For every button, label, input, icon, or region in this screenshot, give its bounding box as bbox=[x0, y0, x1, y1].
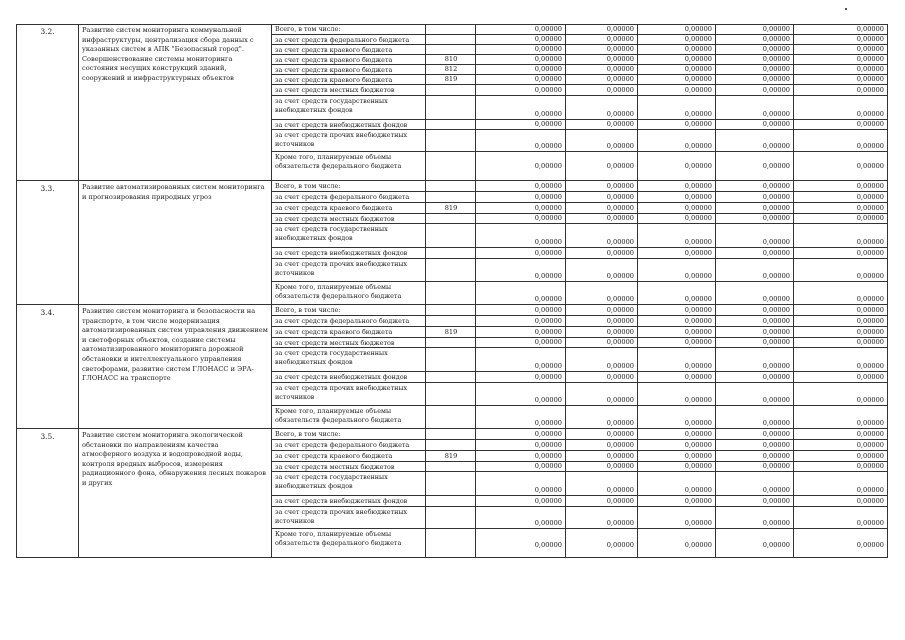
value-cell: 0,00000 bbox=[684, 238, 712, 246]
value-cell: 0,00000 bbox=[856, 462, 884, 470]
value-cell: 0,00000 bbox=[856, 441, 884, 449]
grid-line bbox=[425, 181, 426, 305]
row-label: Всего, в том числе: bbox=[275, 430, 341, 438]
value-cell: 0,00000 bbox=[606, 249, 634, 257]
value-cell: 0,00000 bbox=[856, 396, 884, 404]
value-cell: 0,00000 bbox=[684, 396, 712, 404]
value-cell: 0,00000 bbox=[534, 182, 562, 190]
grid-line bbox=[271, 24, 272, 181]
value-cell: 0,00000 bbox=[856, 55, 884, 63]
row-label: за счет средств местных бюджетов bbox=[275, 339, 395, 347]
value-cell: 0,00000 bbox=[762, 452, 790, 460]
value-cell: 0,00000 bbox=[762, 419, 790, 427]
value-cell: 0,00000 bbox=[534, 338, 562, 346]
value-cell: 0,00000 bbox=[606, 396, 634, 404]
value-cell: 0,00000 bbox=[684, 204, 712, 212]
budget-code: 819 bbox=[444, 452, 458, 460]
section-title: Развитие систем мониторинга экологической обстановки по направлениям качества атмосферного воздуха и водопроводной воды, контроля вредных выбросов, измерения радиационного фона, обнаружения лесных пожаров и других bbox=[82, 431, 266, 487]
value-cell: 0,00000 bbox=[856, 328, 884, 336]
row-label: за счет средств краевого бюджета bbox=[275, 76, 393, 84]
scan-speck bbox=[845, 8, 847, 10]
value-cell: 0,00000 bbox=[606, 25, 634, 33]
grid-line bbox=[272, 450, 888, 451]
value-cell: 0,00000 bbox=[684, 430, 712, 438]
value-cell: 0,00000 bbox=[762, 362, 790, 370]
value-cell: 0,00000 bbox=[534, 306, 562, 314]
value-cell: 0,00000 bbox=[762, 317, 790, 325]
value-cell: 0,00000 bbox=[606, 497, 634, 505]
row-label: за счет средств краевого бюджета bbox=[275, 328, 393, 336]
value-cell: 0,00000 bbox=[534, 110, 562, 118]
value-cell: 0,00000 bbox=[534, 35, 562, 43]
budget-code: 812 bbox=[444, 65, 458, 73]
value-cell: 0,00000 bbox=[762, 272, 790, 280]
value-cell: 0,00000 bbox=[606, 182, 634, 190]
grid-line bbox=[272, 191, 888, 192]
value-cell: 0,00000 bbox=[856, 497, 884, 505]
value-cell: 0,00000 bbox=[762, 142, 790, 150]
grid-line bbox=[425, 24, 426, 181]
section-number: 3.4. bbox=[40, 308, 55, 317]
grid-line bbox=[78, 24, 79, 181]
grid-line bbox=[272, 495, 888, 496]
grid-line bbox=[887, 24, 888, 181]
value-cell: 0,00000 bbox=[762, 238, 790, 246]
section-number: 3.3. bbox=[40, 184, 55, 193]
value-cell: 0,00000 bbox=[534, 497, 562, 505]
value-cell: 0,00000 bbox=[684, 497, 712, 505]
value-cell: 0,00000 bbox=[534, 65, 562, 73]
value-cell: 0,00000 bbox=[856, 295, 884, 303]
grid-line bbox=[272, 382, 888, 383]
row-label: за счет средств местных бюджетов bbox=[275, 215, 395, 223]
value-cell: 0,00000 bbox=[684, 110, 712, 118]
value-cell: 0,00000 bbox=[534, 396, 562, 404]
row-label: за счет средств краевого бюджета bbox=[275, 204, 393, 212]
grid-line bbox=[272, 202, 888, 203]
budget-code: 819 bbox=[444, 75, 458, 83]
value-cell: 0,00000 bbox=[684, 45, 712, 53]
value-cell: 0,00000 bbox=[856, 75, 884, 83]
row-label: за счет средств федерального бюджета bbox=[275, 193, 410, 201]
value-cell: 0,00000 bbox=[856, 317, 884, 325]
value-cell: 0,00000 bbox=[606, 110, 634, 118]
value-cell: 0,00000 bbox=[684, 249, 712, 257]
row-label: за счет средств местных бюджетов bbox=[275, 463, 395, 471]
value-cell: 0,00000 bbox=[534, 214, 562, 222]
row-label: за счет средств федерального бюджета bbox=[275, 317, 410, 325]
row-label: Кроме того, планируемые объемы обязательств федерального бюджета bbox=[275, 407, 402, 424]
row-label: Всего, в том числе: bbox=[275, 306, 341, 314]
value-cell: 0,00000 bbox=[684, 462, 712, 470]
value-cell: 0,00000 bbox=[856, 214, 884, 222]
value-cell: 0,00000 bbox=[684, 272, 712, 280]
value-cell: 0,00000 bbox=[534, 452, 562, 460]
grid-line bbox=[887, 181, 888, 305]
value-cell: 0,00000 bbox=[856, 45, 884, 53]
grid-line bbox=[271, 181, 272, 305]
section-title: Развитие автоматизированных систем мониторинга и прогнозирования природных угроз bbox=[82, 183, 265, 201]
grid-line bbox=[272, 315, 888, 316]
value-cell: 0,00000 bbox=[762, 486, 790, 494]
row-label: за счет средств краевого бюджета bbox=[275, 66, 393, 74]
value-cell: 0,00000 bbox=[534, 45, 562, 53]
value-cell: 0,00000 bbox=[684, 295, 712, 303]
value-cell: 0,00000 bbox=[856, 86, 884, 94]
grid-line bbox=[16, 428, 888, 429]
value-cell: 0,00000 bbox=[606, 55, 634, 63]
value-cell: 0,00000 bbox=[684, 55, 712, 63]
value-cell: 0,00000 bbox=[606, 486, 634, 494]
value-cell: 0,00000 bbox=[684, 214, 712, 222]
value-cell: 0,00000 bbox=[534, 541, 562, 549]
grid-line bbox=[272, 439, 888, 440]
value-cell: 0,00000 bbox=[856, 486, 884, 494]
value-cell: 0,00000 bbox=[856, 204, 884, 212]
value-cell: 0,00000 bbox=[534, 486, 562, 494]
value-cell: 0,00000 bbox=[606, 362, 634, 370]
value-cell: 0,00000 bbox=[534, 193, 562, 201]
row-label: за счет средств местных бюджетов bbox=[275, 86, 395, 94]
grid-line bbox=[272, 129, 888, 130]
grid-line bbox=[272, 506, 888, 507]
value-cell: 0,00000 bbox=[762, 295, 790, 303]
value-cell: 0,00000 bbox=[762, 25, 790, 33]
grid-line bbox=[78, 181, 79, 305]
row-label: Кроме того, планируемые объемы обязательств федерального бюджета bbox=[275, 153, 402, 170]
budget-code: 810 bbox=[444, 55, 458, 63]
grid-line bbox=[78, 429, 79, 558]
row-label: за счет средств федерального бюджета bbox=[275, 36, 410, 44]
budget-table bbox=[16, 24, 888, 558]
value-cell: 0,00000 bbox=[534, 162, 562, 170]
value-cell: 0,00000 bbox=[606, 272, 634, 280]
grid-line bbox=[272, 528, 888, 529]
row-label: за счет средств краевого бюджета bbox=[275, 46, 393, 54]
value-cell: 0,00000 bbox=[762, 193, 790, 201]
grid-line bbox=[887, 429, 888, 558]
value-cell: 0,00000 bbox=[606, 317, 634, 325]
row-label: Всего, в том числе: bbox=[275, 25, 341, 33]
value-cell: 0,00000 bbox=[684, 86, 712, 94]
value-cell: 0,00000 bbox=[856, 541, 884, 549]
row-label: за счет средств прочих внебюджетных источников bbox=[275, 384, 408, 401]
grid-line bbox=[272, 247, 888, 248]
section-number: 3.2. bbox=[40, 27, 55, 36]
value-cell: 0,00000 bbox=[606, 519, 634, 527]
value-cell: 0,00000 bbox=[606, 193, 634, 201]
value-cell: 0,00000 bbox=[606, 541, 634, 549]
grid-line bbox=[272, 471, 888, 472]
value-cell: 0,00000 bbox=[762, 497, 790, 505]
value-cell: 0,00000 bbox=[534, 75, 562, 83]
value-cell: 0,00000 bbox=[534, 238, 562, 246]
value-cell: 0,00000 bbox=[606, 430, 634, 438]
row-label: Кроме того, планируемые объемы обязательств федерального бюджета bbox=[275, 283, 402, 300]
row-label: за счет средств краевого бюджета bbox=[275, 56, 393, 64]
value-cell: 0,00000 bbox=[684, 541, 712, 549]
value-cell: 0,00000 bbox=[534, 441, 562, 449]
value-cell: 0,00000 bbox=[606, 462, 634, 470]
value-cell: 0,00000 bbox=[762, 328, 790, 336]
value-cell: 0,00000 bbox=[684, 486, 712, 494]
row-label: за счет средств внебюджетных фондов bbox=[275, 373, 408, 381]
value-cell: 0,00000 bbox=[606, 373, 634, 381]
value-cell: 0,00000 bbox=[534, 373, 562, 381]
row-label: Кроме того, планируемые объемы обязательств федерального бюджета bbox=[275, 530, 402, 547]
value-cell: 0,00000 bbox=[762, 214, 790, 222]
grid-line bbox=[272, 258, 888, 259]
value-cell: 0,00000 bbox=[856, 35, 884, 43]
grid-line bbox=[272, 95, 888, 96]
value-cell: 0,00000 bbox=[856, 362, 884, 370]
value-cell: 0,00000 bbox=[606, 214, 634, 222]
value-cell: 0,00000 bbox=[606, 65, 634, 73]
value-cell: 0,00000 bbox=[534, 55, 562, 63]
grid-line bbox=[425, 429, 426, 558]
value-cell: 0,00000 bbox=[534, 419, 562, 427]
row-label: за счет средств краевого бюджета bbox=[275, 452, 393, 460]
value-cell: 0,00000 bbox=[534, 25, 562, 33]
value-cell: 0,00000 bbox=[606, 419, 634, 427]
value-cell: 0,00000 bbox=[606, 45, 634, 53]
value-cell: 0,00000 bbox=[684, 162, 712, 170]
value-cell: 0,00000 bbox=[684, 65, 712, 73]
value-cell: 0,00000 bbox=[684, 75, 712, 83]
section-number: 3.5. bbox=[40, 432, 55, 441]
value-cell: 0,00000 bbox=[606, 238, 634, 246]
value-cell: 0,00000 bbox=[762, 120, 790, 128]
value-cell: 0,00000 bbox=[762, 45, 790, 53]
value-cell: 0,00000 bbox=[684, 193, 712, 201]
value-cell: 0,00000 bbox=[684, 419, 712, 427]
value-cell: 0,00000 bbox=[762, 249, 790, 257]
value-cell: 0,00000 bbox=[684, 519, 712, 527]
value-cell: 0,00000 bbox=[606, 35, 634, 43]
value-cell: 0,00000 bbox=[856, 238, 884, 246]
grid-line bbox=[16, 304, 888, 305]
value-cell: 0,00000 bbox=[762, 65, 790, 73]
value-cell: 0,00000 bbox=[534, 204, 562, 212]
row-label: за счет средств государственных внебюджетных фондов bbox=[275, 473, 388, 490]
value-cell: 0,00000 bbox=[684, 142, 712, 150]
value-cell: 0,00000 bbox=[534, 120, 562, 128]
value-cell: 0,00000 bbox=[762, 110, 790, 118]
value-cell: 0,00000 bbox=[856, 25, 884, 33]
value-cell: 0,00000 bbox=[856, 120, 884, 128]
row-label: за счет средств прочих внебюджетных источников bbox=[275, 131, 408, 148]
value-cell: 0,00000 bbox=[606, 75, 634, 83]
value-cell: 0,00000 bbox=[534, 362, 562, 370]
value-cell: 0,00000 bbox=[856, 162, 884, 170]
value-cell: 0,00000 bbox=[762, 541, 790, 549]
value-cell: 0,00000 bbox=[534, 519, 562, 527]
value-cell: 0,00000 bbox=[762, 86, 790, 94]
value-cell: 0,00000 bbox=[856, 193, 884, 201]
value-cell: 0,00000 bbox=[856, 272, 884, 280]
value-cell: 0,00000 bbox=[762, 430, 790, 438]
row-label: за счет средств федерального бюджета bbox=[275, 441, 410, 449]
value-cell: 0,00000 bbox=[534, 328, 562, 336]
row-label: Всего, в том числе: bbox=[275, 182, 341, 190]
row-label: за счет средств государственных внебюджетных фондов bbox=[275, 97, 388, 114]
grid-line bbox=[272, 151, 888, 152]
value-cell: 0,00000 bbox=[684, 182, 712, 190]
grid-line bbox=[272, 326, 888, 327]
grid-line bbox=[272, 223, 888, 224]
value-cell: 0,00000 bbox=[856, 142, 884, 150]
grid-line bbox=[272, 347, 888, 348]
value-cell: 0,00000 bbox=[684, 452, 712, 460]
value-cell: 0,00000 bbox=[762, 204, 790, 212]
row-label: за счет средств внебюджетных фондов bbox=[275, 121, 408, 129]
grid-line bbox=[16, 180, 888, 181]
value-cell: 0,00000 bbox=[534, 462, 562, 470]
row-label: за счет средств прочих внебюджетных источников bbox=[275, 508, 408, 525]
grid-line bbox=[272, 281, 888, 282]
value-cell: 0,00000 bbox=[684, 35, 712, 43]
value-cell: 0,00000 bbox=[856, 519, 884, 527]
row-label: за счет средств внебюджетных фондов bbox=[275, 497, 408, 505]
budget-code: 819 bbox=[444, 204, 458, 212]
value-cell: 0,00000 bbox=[762, 462, 790, 470]
value-cell: 0,00000 bbox=[606, 338, 634, 346]
value-cell: 0,00000 bbox=[606, 328, 634, 336]
grid-line bbox=[272, 84, 888, 85]
value-cell: 0,00000 bbox=[762, 441, 790, 449]
grid-line bbox=[425, 305, 426, 429]
value-cell: 0,00000 bbox=[856, 249, 884, 257]
value-cell: 0,00000 bbox=[684, 120, 712, 128]
value-cell: 0,00000 bbox=[534, 430, 562, 438]
grid-line bbox=[16, 557, 888, 558]
value-cell: 0,00000 bbox=[856, 110, 884, 118]
value-cell: 0,00000 bbox=[606, 142, 634, 150]
value-cell: 0,00000 bbox=[856, 373, 884, 381]
value-cell: 0,00000 bbox=[684, 373, 712, 381]
value-cell: 0,00000 bbox=[534, 295, 562, 303]
value-cell: 0,00000 bbox=[856, 65, 884, 73]
grid-line bbox=[272, 371, 888, 372]
grid-line bbox=[272, 405, 888, 406]
budget-code: 819 bbox=[444, 328, 458, 336]
value-cell: 0,00000 bbox=[684, 306, 712, 314]
row-label: за счет средств внебюджетных фондов bbox=[275, 249, 408, 257]
value-cell: 0,00000 bbox=[684, 317, 712, 325]
value-cell: 0,00000 bbox=[606, 441, 634, 449]
grid-line bbox=[271, 429, 272, 558]
value-cell: 0,00000 bbox=[856, 419, 884, 427]
section-title: Развитие систем мониторинга и безопасности на транспорте, в том числе модернизация автоматизированных систем управления движением и светофорных объектов, создание системы автоматизированного мониторинга дорожной обстановки и интеллектуального управления светофорами, развитие систем ГЛОНАСС и ЭРА-ГЛОНАСС на транспорте bbox=[82, 307, 268, 383]
value-cell: 0,00000 bbox=[856, 430, 884, 438]
value-cell: 0,00000 bbox=[762, 182, 790, 190]
value-cell: 0,00000 bbox=[534, 317, 562, 325]
value-cell: 0,00000 bbox=[684, 362, 712, 370]
value-cell: 0,00000 bbox=[856, 452, 884, 460]
value-cell: 0,00000 bbox=[762, 306, 790, 314]
row-label: за счет средств государственных внебюджетных фондов bbox=[275, 349, 388, 366]
value-cell: 0,00000 bbox=[534, 142, 562, 150]
value-cell: 0,00000 bbox=[684, 328, 712, 336]
value-cell: 0,00000 bbox=[762, 55, 790, 63]
value-cell: 0,00000 bbox=[762, 519, 790, 527]
grid-line bbox=[271, 305, 272, 429]
value-cell: 0,00000 bbox=[606, 120, 634, 128]
value-cell: 0,00000 bbox=[606, 306, 634, 314]
value-cell: 0,00000 bbox=[606, 162, 634, 170]
value-cell: 0,00000 bbox=[856, 338, 884, 346]
section-title: Развитие систем мониторинга коммунальной инфраструктуры, централизация сбора данных с указанных систем в АПК "Безопасный город". Совершенствование системы мониторинга состояния несущих конструкций зданий, сооружений и инфраструктурных объектов bbox=[82, 26, 254, 82]
grid-line bbox=[887, 305, 888, 429]
value-cell: 0,00000 bbox=[606, 204, 634, 212]
value-cell: 0,00000 bbox=[856, 306, 884, 314]
row-label: за счет средств прочих внебюджетных источников bbox=[275, 260, 408, 277]
row-label: за счет средств государственных внебюджетных фондов bbox=[275, 225, 388, 242]
value-cell: 0,00000 bbox=[762, 338, 790, 346]
value-cell: 0,00000 bbox=[606, 86, 634, 94]
value-cell: 0,00000 bbox=[856, 182, 884, 190]
value-cell: 0,00000 bbox=[762, 75, 790, 83]
value-cell: 0,00000 bbox=[762, 373, 790, 381]
value-cell: 0,00000 bbox=[606, 452, 634, 460]
grid-line bbox=[78, 305, 79, 429]
value-cell: 0,00000 bbox=[534, 272, 562, 280]
value-cell: 0,00000 bbox=[534, 249, 562, 257]
value-cell: 0,00000 bbox=[762, 162, 790, 170]
value-cell: 0,00000 bbox=[684, 25, 712, 33]
value-cell: 0,00000 bbox=[534, 86, 562, 94]
value-cell: 0,00000 bbox=[762, 396, 790, 404]
value-cell: 0,00000 bbox=[762, 35, 790, 43]
value-cell: 0,00000 bbox=[684, 338, 712, 346]
value-cell: 0,00000 bbox=[684, 441, 712, 449]
value-cell: 0,00000 bbox=[606, 295, 634, 303]
